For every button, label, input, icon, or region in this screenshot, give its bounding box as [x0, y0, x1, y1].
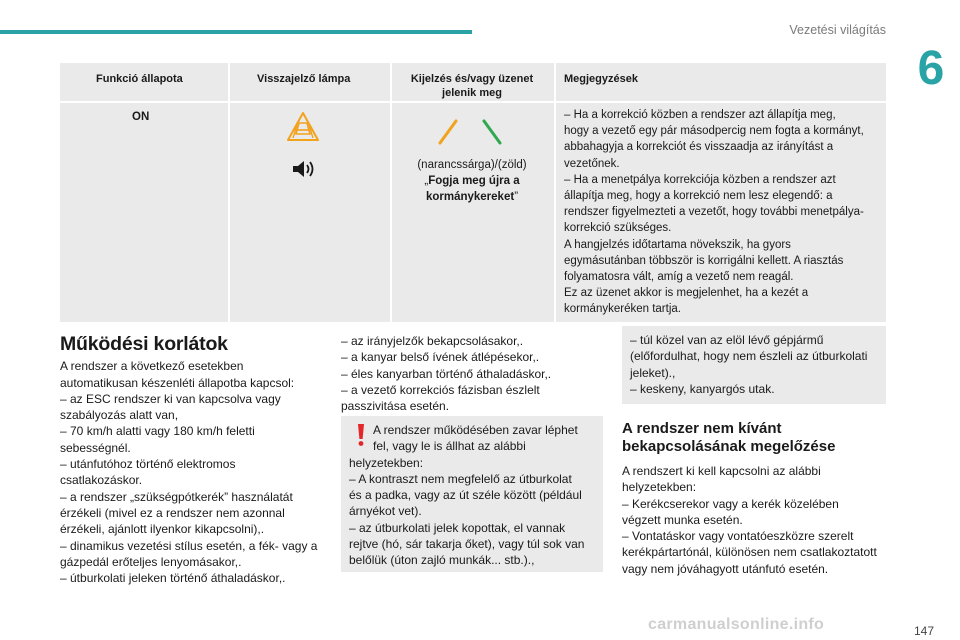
state-value: ON — [132, 111, 150, 123]
page-number: 147 — [913, 624, 934, 638]
lane-lines-icon — [436, 119, 506, 145]
warning-text: helyzetekben: – A kontraszt nem megfelelő az útburkolat és a padka, vagy az út széle között (például árnyékot vet). – az útburkolati jelek kopottak, el vannak rejtve (hó, sár takarja őket), vagy túl sok van belőlük (úton zajló munkák... stb.)., — [349, 455, 585, 568]
warning-text-intro: A rendszer működésében zavar léphet fel, vagy le is állhat az alábbi — [373, 423, 578, 454]
column-divider — [228, 63, 230, 322]
header-warning-lamp: Visszajelző lámpa — [257, 73, 351, 85]
limits-continued-text: – az irányjelzők bekapcsolásakor,. – a kanyar belső ívének átlépésekor,. – éles kanyarban történő áthaladáskor,. – a vezető korrekciós fázisban észlelt passzivitása esetén. — [341, 334, 552, 414]
prevention-section — [622, 420, 886, 577]
chapter-number: 6 — [917, 42, 945, 95]
column-divider — [554, 63, 556, 322]
function-table — [60, 63, 886, 322]
section-heading: Működési korlátok — [60, 333, 228, 355]
display-message — [392, 157, 552, 205]
header-accent-bar — [0, 30, 472, 34]
display-message-text: „Fogja meg újra a kormánykereket” — [424, 175, 520, 203]
header-display: Kijelzés és/vagy üzenet jelenik meg — [410, 73, 534, 99]
lane-assist-warning-icon — [286, 111, 320, 143]
display-colors: (narancssárga)/(zöld) — [417, 159, 527, 171]
exclamation-icon — [354, 423, 368, 447]
speaker-sound-icon — [290, 158, 318, 180]
info-box — [622, 326, 886, 404]
info-box-text: – túl közel van az elöl lévő gépjármű (előfordulhat, hogy nem észleli az útburkolati jeleket)., – keskeny, kanyargós utak. — [630, 333, 868, 396]
header-function-state: Funkció állapota — [96, 73, 183, 85]
limits-text: A rendszer a következő esetekben automatikusan készenléti állapotba kapcsol: – az ESC rendszer ki van kapcsolva vagy szabályozás alatt van, – 70 km/h alatti vagy 180 km/h feletti sebességnél. – utánfutóhoz történő elektromos csatlakozáskor. – a rendszer „szükségpótkerék” használatát érzékeli (mivel ez a rendszer nem azonnal érzékeli, ajánlott ilyenkor kikapcsolni),. – dinamikus vezetési stílus esetén, a fék- vagy a gázpedál erőteljes lenyomásakor,. – útburkolati jeleken történő áthaladáskor,. — [60, 359, 318, 586]
header-divider — [60, 101, 886, 103]
watermark: carmanualsonline.info — [648, 616, 825, 633]
operating-limits-section — [60, 333, 330, 586]
prevention-text: A rendszert ki kell kapcsolni az alábbi helyzetekben: – Kerékcserekor vagy a kerék közelében végzett munka esetén. – Vontatáskor vagy vontatóeszközre szerelt kerékpártartónál, különösen nem csatlakoztatott vagy nem jóváhagyott utánfutó esetén. — [622, 464, 877, 576]
warning-box — [341, 416, 603, 572]
header-remarks: Megjegyzések — [564, 73, 638, 85]
section-title: Vezetési világítás — [789, 23, 886, 37]
subsection-heading: A rendszer nem kívánt bekapcsolásának megelőzése — [622, 420, 836, 455]
remarks-text: – Ha a korrekció közben a rendszer azt állapítja meg, hogy a vezető egy pár másodpercig nem fogta a kormányt, abbahagyja a korrekciót és visszaadja az irányítást a vezetőnek. – Ha a menetpálya korrekciója közben a rendszer azt állapítja meg, hogy a korrekció nem lesz elegendő: a rendszer figyelmezteti a vezetőt, hogy további menetpálya- korrekció szükséges. A hangjelzés időtartama növekszik, ha gyors egymásutánban többször is korrigálni kellett. A riasztás folyamatosra vált, amíg a vezető nem reagál. Ez az üzenet akkor is megjelenhet, ha a kezét a kormánykeréken tartja. — [564, 109, 864, 316]
